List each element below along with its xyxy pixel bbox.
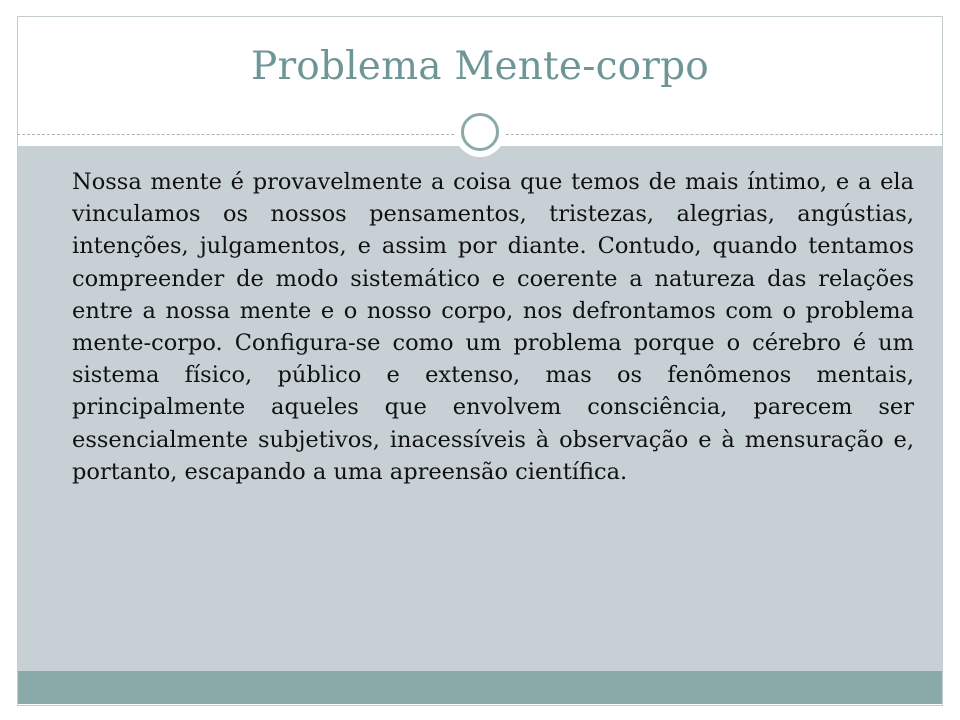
slide-body-text: Nossa mente é provavelmente a coisa que temos de mais íntimo, e a ela vinculamos os nossos pensamentos, tristezas, alegrias, angústias, intenções, julgamentos, e assim por diante. Contudo, quando tentamos compreender de modo sistemático e coerente a natureza das relações entre a nossa mente e o nosso corpo, nos defrontamos com o problema mente-corpo. Configura-se como um problema porque o cérebro é um sistema físico, público e extenso, mas os fenômenos mentais, principalmente aqueles que envolvem consciência, parecem ser essencialmente subjetivos, inacessíveis à observação e à mensuração e, portanto, escapando a uma apreensão científica.: [72, 169, 914, 485]
slide-title: Problema Mente-corpo: [251, 44, 709, 89]
footer-accent-bar: [18, 671, 942, 704]
ring-ornament-icon: [455, 107, 505, 157]
